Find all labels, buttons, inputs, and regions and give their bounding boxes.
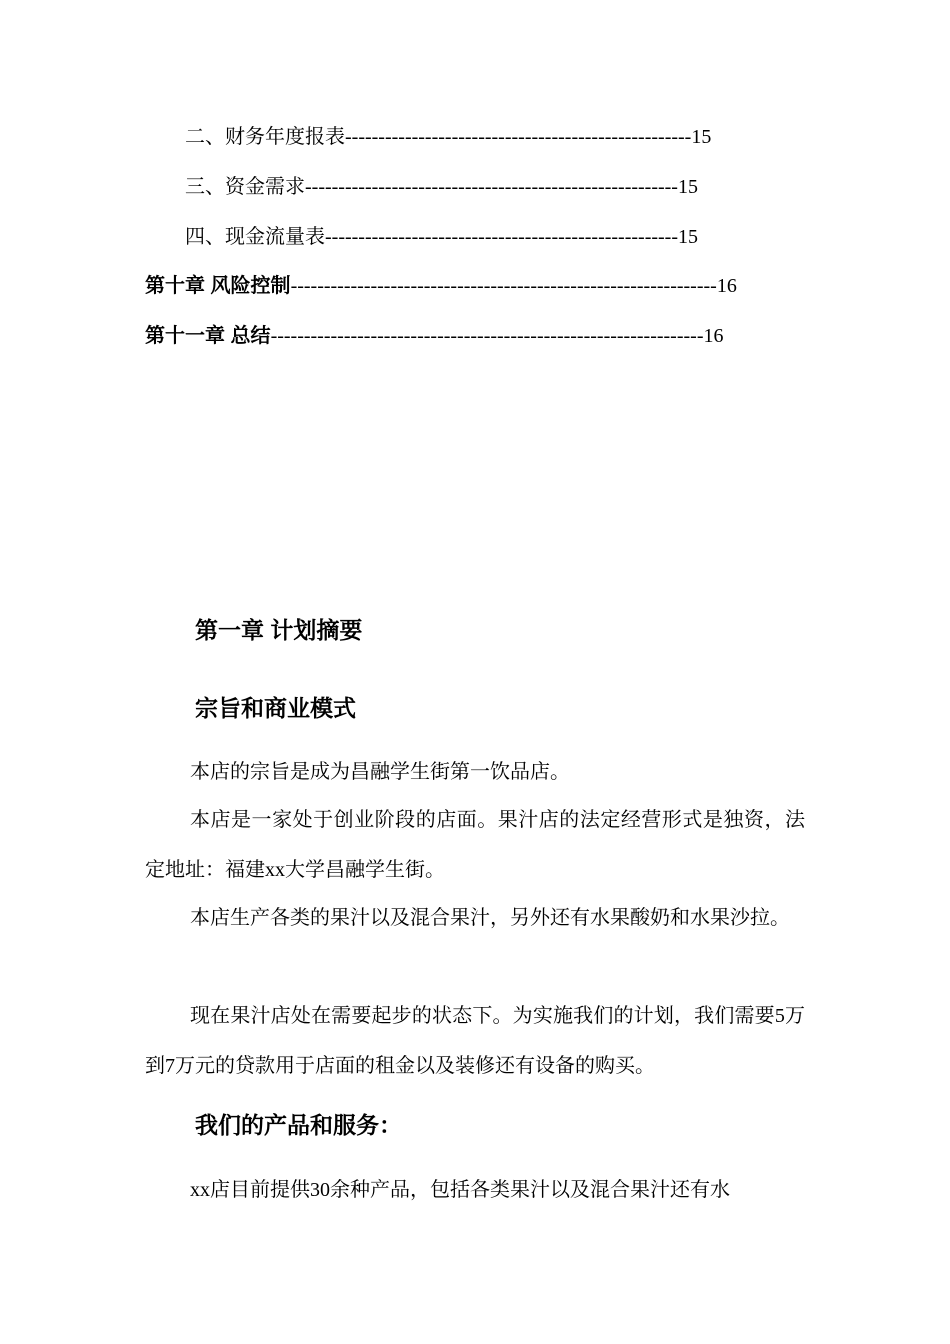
chapter-title: 第一章 计划摘要 [195, 617, 363, 643]
paragraph-business-form: 本店是一家处于创业阶段的店面。果汁店的法定经营形式是独资，法定地址：福建xx大学昌融学生街。 [145, 809, 805, 881]
toc-leader-dots: ----------------------------------------------------- [325, 226, 678, 248]
paragraph-products-services: xx店目前提供30余种产品，包括各类果汁以及混合果汁还有水 [190, 1179, 730, 1201]
toc-leader-dots: ---------------------------------------------------------------- [290, 275, 717, 297]
products-title: 我们的产品和服务： [195, 1112, 402, 1138]
paragraph-purpose: 本店的宗旨是成为昌融学生街第一饮品店。 [190, 761, 570, 783]
toc-entry-label: 第十章 风险控制 [145, 275, 291, 297]
toc-page-number: 15 [691, 126, 712, 148]
toc-entry-funding-needs[interactable] [185, 173, 698, 201]
toc-page-number: 16 [703, 325, 724, 347]
toc-entry-cash-flow[interactable] [185, 223, 698, 251]
toc-entry-label: 二、财务年度报表 [185, 126, 345, 148]
toc-entry-chapter-10[interactable] [145, 272, 737, 300]
paragraph-products-overview: 本店生产各类的果汁以及混合果汁，另外还有水果酸奶和水果沙拉。 [190, 907, 790, 929]
toc-entry-chapter-11[interactable] [145, 322, 723, 350]
toc-leader-dots: -------------------------------------------------------- [305, 176, 678, 198]
section-title: 宗旨和商业模式 [195, 695, 356, 721]
toc-leader-dots: ----------------------------------------------------------------- [270, 325, 704, 347]
toc-page-number: 15 [678, 226, 698, 248]
toc-entry-label: 三、资金需求 [185, 176, 305, 198]
paragraph-funding: 现在果汁店处在需要起步的状态下。为实施我们的计划，我们需要5万到7万元的贷款用于店面的租金以及装修还有设备的购买。 [145, 1005, 805, 1077]
toc-page-number: 16 [716, 275, 737, 297]
toc-entry-label: 第十一章 总结 [145, 325, 271, 347]
toc-leader-dots: ---------------------------------------------------- [345, 126, 692, 148]
toc-entry-financial-report[interactable] [185, 123, 711, 151]
toc-entry-label: 四、现金流量表 [185, 226, 325, 248]
toc-page-number: 15 [677, 176, 698, 198]
